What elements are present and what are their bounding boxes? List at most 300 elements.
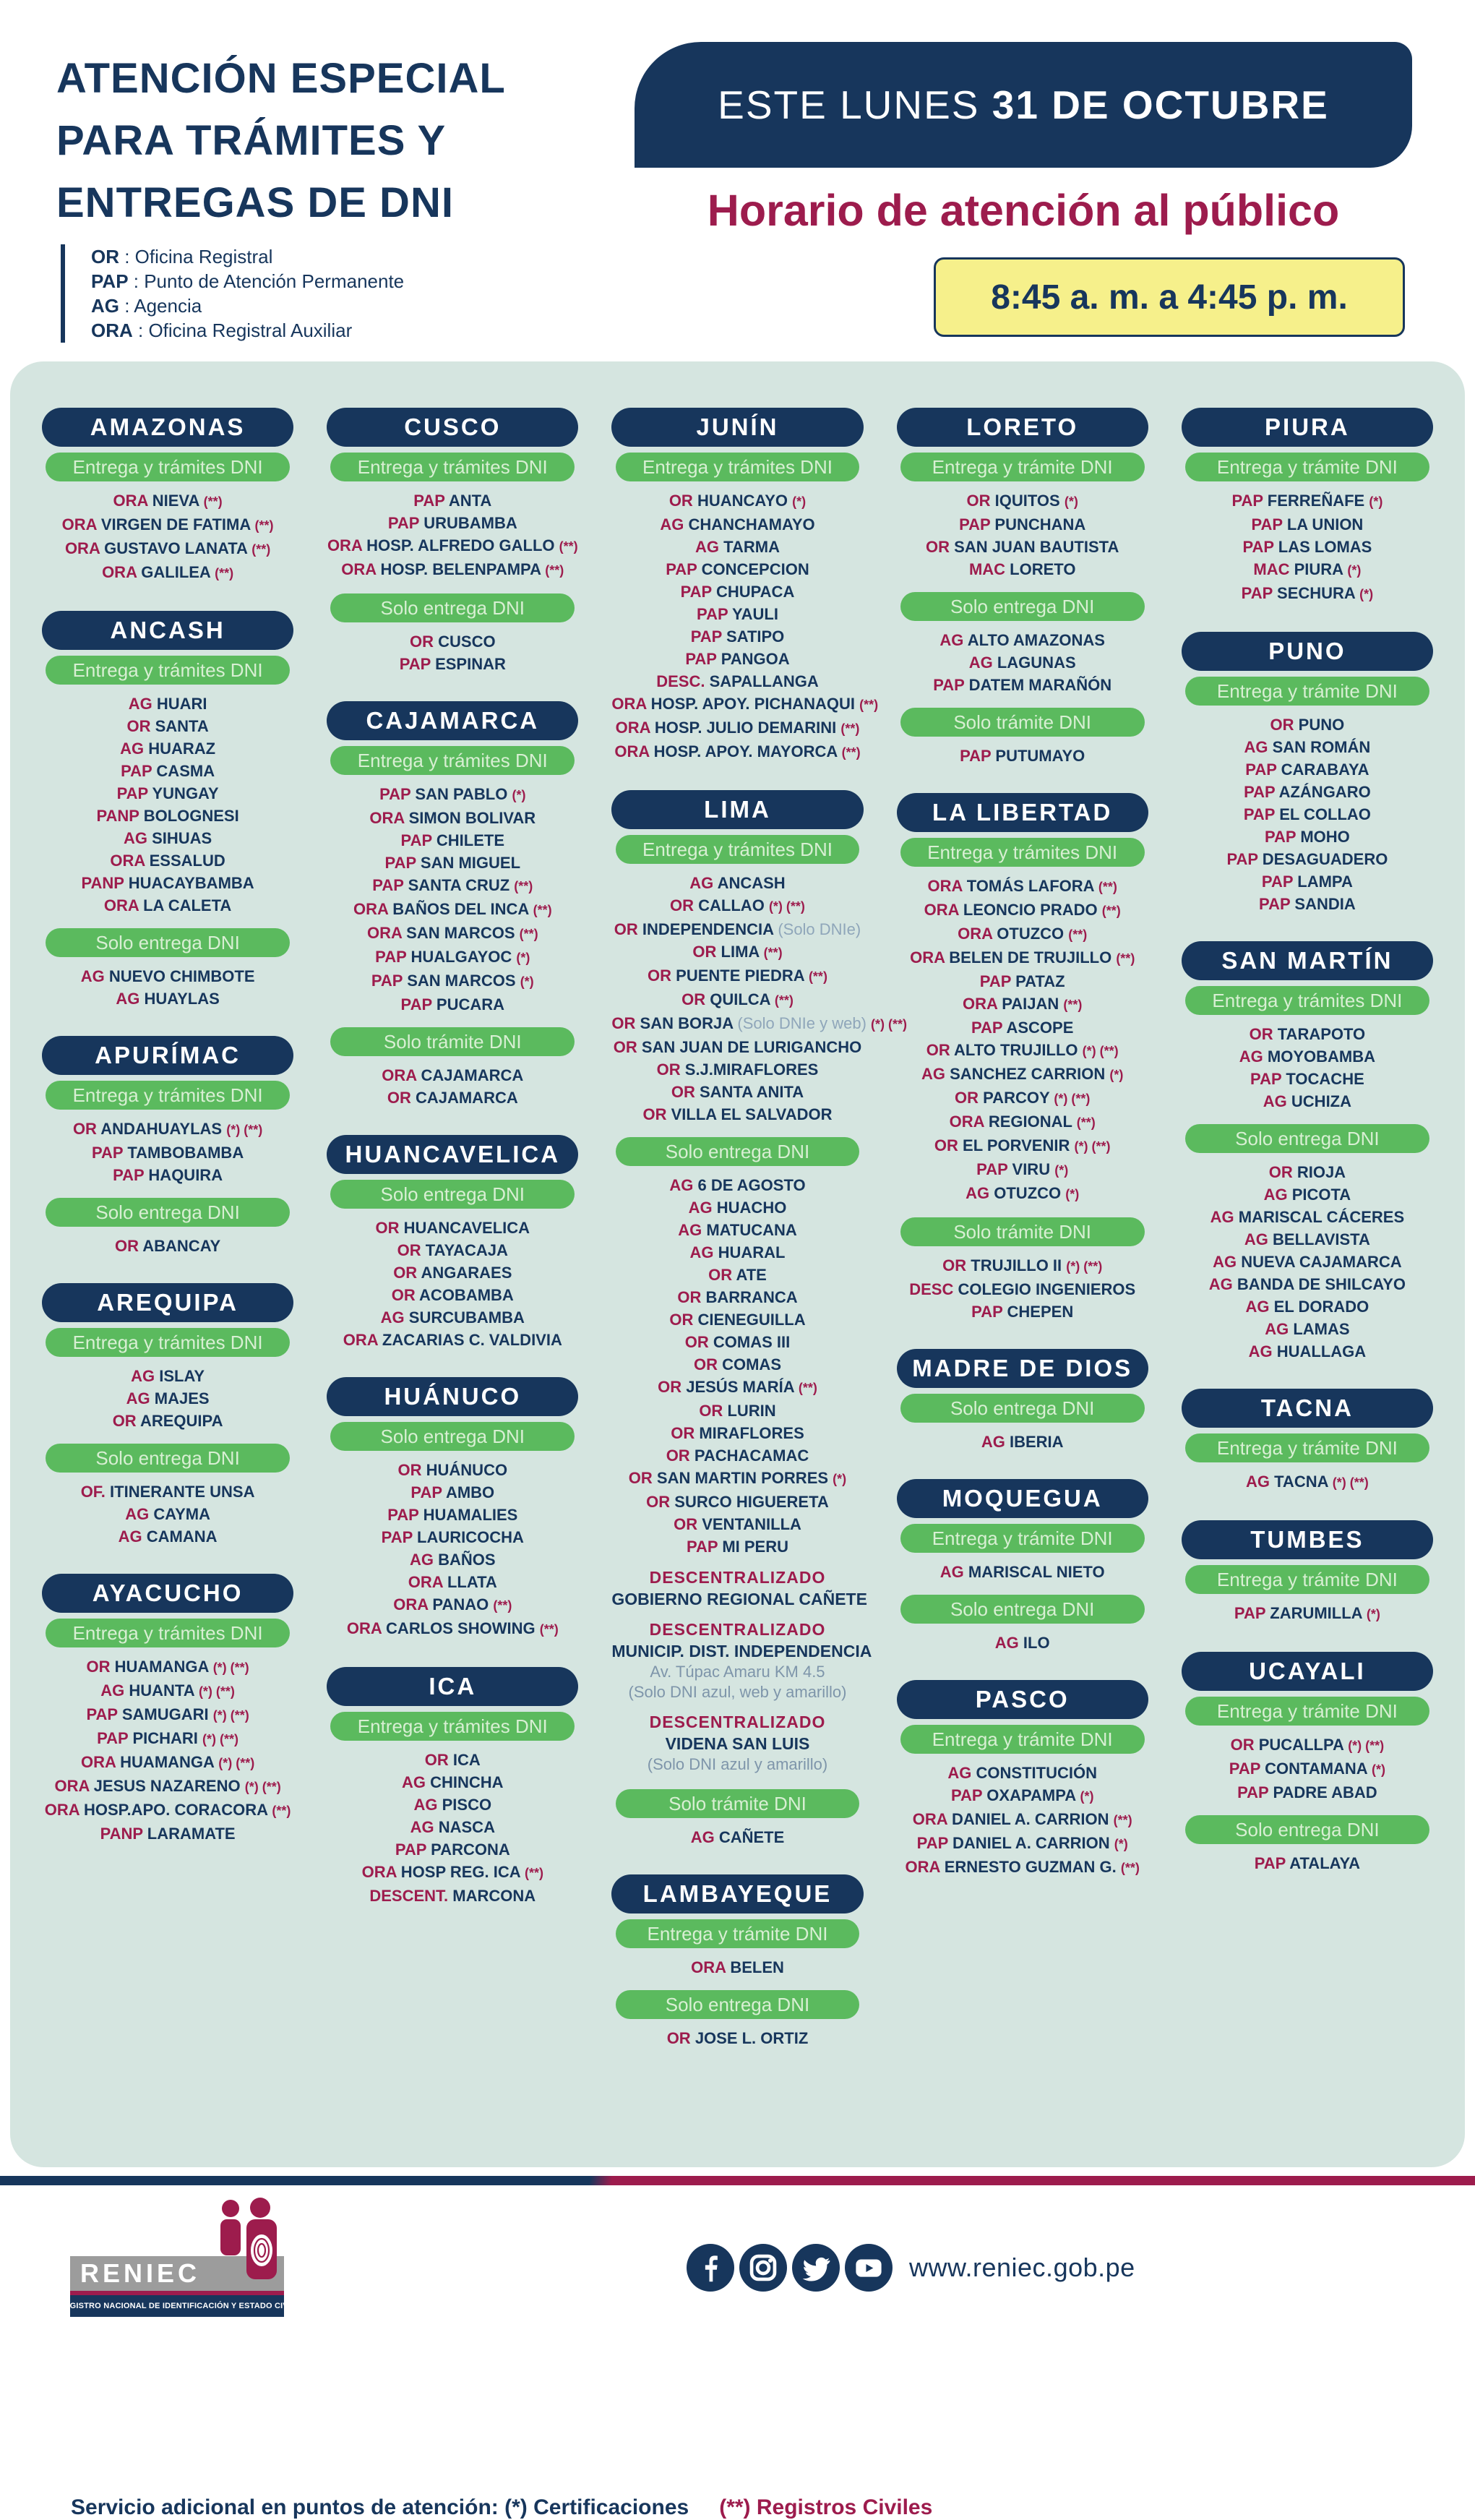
- office-prefix: ORA: [382, 1066, 417, 1084]
- office-name: CAMANA: [146, 1527, 218, 1546]
- office-prefix: AG: [120, 740, 145, 758]
- office-prefix: PAP: [1251, 515, 1283, 533]
- office-name: CHINCHA: [430, 1773, 504, 1791]
- office-marks: (*) (**): [1082, 1044, 1119, 1058]
- office-prefix: OR: [681, 990, 706, 1008]
- office-prefix: AG: [410, 1551, 434, 1569]
- office-prefix: ORA: [927, 877, 963, 895]
- facebook-icon[interactable]: [687, 2244, 734, 2292]
- office-name: FERREÑAFE: [1267, 492, 1365, 510]
- region-section-huanuco: [327, 1377, 578, 1647]
- office-prefix: OR: [613, 1038, 637, 1056]
- office-note: (Solo DNIe): [778, 920, 861, 938]
- office-prefix: OR: [611, 1014, 636, 1032]
- office-prefix: PAP: [950, 1786, 983, 1804]
- office-name: MATUCANA: [706, 1221, 797, 1239]
- office-item: [1182, 893, 1433, 915]
- office-item: [42, 715, 293, 737]
- office-prefix: PAP: [1245, 760, 1277, 779]
- service-badge: Entrega y trámite DNI: [900, 453, 1145, 481]
- office-list: [1182, 1598, 1433, 1632]
- office-item: [1182, 558, 1433, 582]
- office-marks: (**): [1068, 927, 1088, 942]
- office-name: LORETO: [1010, 560, 1076, 578]
- office-name: HUALGAYOC: [410, 948, 512, 966]
- office-name: COLEGIO INGENIEROS: [958, 1280, 1136, 1298]
- office-item: [897, 1087, 1148, 1110]
- office-name: SECHURA: [1277, 584, 1355, 602]
- office-marks: (**): [1076, 1115, 1096, 1130]
- office-item: [897, 1808, 1148, 1832]
- office-list: [897, 871, 1148, 1212]
- office-prefix: PAP: [680, 583, 712, 601]
- office-name: SAN JUAN BAUTISTA: [954, 538, 1119, 556]
- office-item: [42, 1655, 293, 1679]
- office-prefix: PAP: [1229, 1760, 1260, 1778]
- logo-figures-icon: [215, 2198, 287, 2279]
- office-item: [42, 1164, 293, 1186]
- twitter-icon[interactable]: [792, 2244, 840, 2292]
- office-list: [611, 1953, 863, 1984]
- website-url[interactable]: www.reniec.gob.pe: [909, 2253, 1135, 2282]
- office-item: [42, 513, 293, 537]
- office-item: [42, 1822, 293, 1845]
- region-header: CAJAMARCA: [327, 701, 578, 740]
- office-name: SAN JUAN DE LURIGANCHO: [641, 1038, 862, 1056]
- office-prefix: AG: [100, 1681, 125, 1700]
- office-prefix: AG: [678, 1221, 702, 1239]
- office-prefix: AG: [1265, 1320, 1289, 1338]
- office-marks: (*): [1369, 494, 1383, 509]
- office-prefix: PAP: [1234, 1604, 1266, 1622]
- office-item: [611, 1264, 863, 1286]
- office-item: [327, 489, 578, 512]
- office-prefix: AG: [1239, 1047, 1263, 1066]
- block-line: Av. Túpac Amaru KM 4.5: [650, 1663, 825, 1681]
- office-item: [897, 558, 1148, 580]
- office-prefix: PAP: [1259, 895, 1291, 913]
- region-header: MADRE DE DIOS: [897, 1349, 1148, 1388]
- office-marks: (*) (**): [212, 1660, 249, 1675]
- office-prefix: AG: [410, 1818, 434, 1836]
- region-header: PUNO: [1182, 632, 1433, 671]
- office-marks: (**): [1101, 904, 1121, 918]
- legend-desc: : Oficina Registral: [119, 246, 273, 267]
- office-item: [897, 1278, 1148, 1300]
- region-header: ICA: [327, 1667, 578, 1706]
- office-name: SURCO HIGUERETA: [674, 1493, 829, 1511]
- office-item: [611, 1331, 863, 1353]
- legend-abbr: ORA: [91, 320, 133, 341]
- office-marks: (**): [493, 1598, 512, 1613]
- office-item: [327, 1793, 578, 1816]
- office-item: [897, 1856, 1148, 1880]
- office-prefix: ORA: [54, 1777, 90, 1795]
- office-marks: (**): [519, 927, 538, 941]
- office-prefix: AG: [413, 1796, 438, 1814]
- region-section-tacna: [1182, 1389, 1433, 1500]
- office-name: NIEVA: [152, 492, 199, 510]
- office-marks: (**): [808, 969, 827, 984]
- footnote-certifications: Servicio adicional en puntos de atención: (*) Certificaciones: [71, 2495, 689, 2519]
- office-name: CHUPACA: [715, 583, 795, 601]
- office-prefix: AG: [966, 1184, 990, 1202]
- office-name: CHILETE: [436, 831, 505, 849]
- office-name: SAN MIGUEL: [420, 854, 521, 872]
- office-marks: (*): [792, 494, 807, 509]
- office-name: PARCOY: [983, 1089, 1050, 1107]
- office-prefix: OR: [666, 1447, 690, 1465]
- office-name: CARLOS SHOWING: [386, 1619, 536, 1637]
- office-item: [327, 1064, 578, 1087]
- office-name: HOSP. APOY. MAYORCA: [653, 742, 838, 760]
- office-name: COMAS: [722, 1355, 781, 1373]
- office-marks: (*): [520, 974, 534, 989]
- service-badge: Solo entrega DNI: [330, 593, 575, 622]
- office-item: [1182, 848, 1433, 870]
- service-badge: Solo trámite DNI: [900, 1217, 1145, 1246]
- office-prefix: PAP: [387, 1506, 419, 1524]
- office-prefix: AG: [1248, 1342, 1273, 1360]
- service-badge: Entrega y trámite DNI: [1185, 453, 1429, 481]
- block-line: DESCENTRALIZADO: [649, 1620, 826, 1639]
- office-name: BELEN DE TRUJILLO: [949, 948, 1112, 967]
- date-banner-bold: 31 DE OCTUBRE: [992, 82, 1329, 127]
- legend-row: [91, 269, 404, 293]
- office-prefix: OR: [674, 1515, 698, 1533]
- office-name: VIRGEN DE FATIMA: [100, 515, 251, 533]
- office-item: [1182, 1161, 1433, 1183]
- office-item: [611, 1467, 863, 1491]
- office-marks: (*): [1372, 1762, 1386, 1777]
- office-marks: (**): [203, 494, 223, 509]
- office-prefix: OR: [668, 492, 693, 510]
- office-name: TAMBOBAMBA: [127, 1144, 244, 1162]
- office-list: [1182, 486, 1433, 612]
- office-prefix: AG: [123, 829, 147, 847]
- region-section-cajamarca: [327, 701, 578, 1115]
- office-prefix: ORA: [113, 492, 148, 510]
- office-list: [1182, 1730, 1433, 1809]
- service-badge: Solo trámite DNI: [616, 1789, 860, 1818]
- office-item: [42, 537, 293, 561]
- office-prefix: OR: [397, 1461, 422, 1479]
- office-name: ANGARAES: [421, 1264, 512, 1282]
- office-item: [327, 1306, 578, 1329]
- office-name: BOLOGNESI: [143, 807, 239, 825]
- office-prefix: OR: [934, 1136, 958, 1154]
- office-marks: (*): [1359, 587, 1374, 601]
- office-prefix: AG: [116, 990, 140, 1008]
- service-badge: Entrega y trámites DNI: [46, 453, 290, 481]
- office-prefix: OR: [1270, 716, 1294, 734]
- office-name: PANAO: [432, 1595, 489, 1613]
- office-name: HOSP. JULIO DEMARINI: [654, 719, 837, 737]
- office-prefix: OR: [375, 1219, 400, 1237]
- office-prefix: AG: [994, 1634, 1019, 1652]
- office-marks: (*) (**): [1332, 1475, 1369, 1490]
- office-list: [327, 1060, 578, 1115]
- region-header: ANCASH: [42, 611, 293, 650]
- office-marks: (**): [545, 563, 564, 578]
- office-item: [327, 1284, 578, 1306]
- office-item: [611, 894, 863, 918]
- block-line: (Solo DNI azul y amarillo): [647, 1755, 828, 1773]
- office-name: CASMA: [156, 762, 215, 780]
- office-prefix: AG: [131, 1367, 155, 1385]
- office-prefix: AG: [695, 538, 720, 556]
- page-title-line: ENTREGAS DE DNI: [56, 179, 454, 226]
- office-prefix: AG: [981, 1433, 1005, 1451]
- region-header: HUÁNUCO: [327, 1377, 578, 1416]
- office-list: [42, 689, 293, 922]
- office-name: LA CALETA: [143, 896, 232, 914]
- region-header: APURÍMAC: [42, 1036, 293, 1075]
- office-marks: (*) (**): [226, 1123, 263, 1137]
- office-item: [42, 489, 293, 513]
- office-name: MI PERU: [722, 1538, 788, 1556]
- office-item: [42, 987, 293, 1010]
- office-prefix: OR: [684, 1333, 709, 1351]
- office-item: [611, 964, 863, 988]
- office-name: URUBAMBA: [423, 514, 517, 532]
- office-name: SAN MARTIN PORRES: [656, 1469, 829, 1487]
- office-item: [611, 872, 863, 894]
- office-item: [327, 1526, 578, 1548]
- office-prefix: PAP: [400, 831, 432, 849]
- service-badge: Entrega y trámites DNI: [330, 1712, 575, 1741]
- office-item: [1182, 870, 1433, 893]
- office-name: TARAPOTO: [1277, 1025, 1366, 1043]
- office-list: [897, 1251, 1148, 1329]
- legend-abbr: AG: [91, 295, 119, 317]
- office-item: [611, 1491, 863, 1513]
- office-item: [327, 874, 578, 898]
- office-list: [327, 1455, 578, 1647]
- office-prefix: PAP: [387, 514, 420, 532]
- office-prefix: PAP: [400, 995, 432, 1013]
- office-prefix: PAP: [413, 492, 445, 510]
- region-header: AYACUCHO: [42, 1574, 293, 1613]
- office-list: [611, 2023, 863, 2055]
- block-line: VIDENA SAN LUIS: [665, 1734, 810, 1753]
- office-item: [611, 648, 863, 670]
- office-prefix: ORA: [369, 809, 405, 827]
- region-section-puno: [1182, 632, 1433, 921]
- region-section-loreto: [897, 408, 1148, 773]
- service-badge: Entrega y trámites DNI: [46, 1328, 290, 1357]
- page-title-line: ATENCIÓN ESPECIAL: [56, 55, 506, 102]
- office-item: [327, 807, 578, 829]
- office-item: [897, 1784, 1148, 1808]
- office-name: HUARI: [156, 695, 207, 713]
- office-prefix: PAP: [685, 650, 717, 668]
- office-prefix: AG: [1210, 1208, 1234, 1226]
- office-item: [42, 1703, 293, 1727]
- office-prefix: ORA: [44, 1801, 79, 1819]
- office-item: [42, 1141, 293, 1164]
- office-prefix: ORA: [341, 560, 377, 578]
- office-name: CONCEPCION: [701, 560, 809, 578]
- office-name: HUALLAGA: [1276, 1342, 1367, 1360]
- office-item: [327, 534, 578, 558]
- column-3: [611, 408, 908, 2055]
- office-name: BANDA DE SHILCAYO: [1237, 1275, 1406, 1293]
- service-badge: Entrega y trámite DNI: [1185, 1433, 1429, 1462]
- office-list: [611, 1822, 863, 1854]
- office-item: [1182, 826, 1433, 848]
- office-prefix: ORA: [110, 852, 145, 870]
- office-name: ALTO AMAZONAS: [967, 631, 1105, 649]
- office-item: [327, 512, 578, 534]
- office-list: [897, 741, 1148, 773]
- office-item: [611, 1174, 863, 1196]
- office-marks: (**): [763, 946, 783, 960]
- office-marks: (*) (**): [768, 899, 805, 914]
- service-badge: Solo entrega DNI: [900, 1595, 1145, 1624]
- office-name: TACNA: [1274, 1473, 1328, 1491]
- office-prefix: AG: [128, 695, 152, 713]
- office-name: SANTA: [155, 717, 209, 735]
- region-section-lambayeque: [611, 1874, 863, 2055]
- logo-wordmark: RENIEC: [70, 2256, 284, 2291]
- office-marks: (*): [833, 1472, 847, 1486]
- block-line: MUNICIP. DIST. INDEPENDENCIA: [611, 1642, 872, 1660]
- office-marks: (*) (**): [1074, 1139, 1111, 1154]
- office-prefix: AG: [380, 1308, 405, 1327]
- office-item: [611, 536, 863, 558]
- office-name: DANIEL A. CARRION: [951, 1810, 1109, 1828]
- office-prefix: ORA: [958, 925, 993, 943]
- service-badge: Solo entrega DNI: [1185, 1124, 1429, 1153]
- office-prefix: OR: [393, 1264, 418, 1282]
- legend-abbr: OR: [91, 246, 119, 267]
- office-item: [1182, 1251, 1433, 1273]
- office-name: SANTA CRUZ: [408, 876, 510, 894]
- office-item: [897, 1832, 1148, 1856]
- office-prefix: AG: [1263, 1186, 1288, 1204]
- office-prefix: PAP: [371, 972, 403, 990]
- divider-bar: [0, 2176, 1475, 2185]
- office-item: [42, 782, 293, 805]
- office-item: [1182, 1023, 1433, 1045]
- office-prefix: PAP: [979, 972, 1012, 990]
- office-name: DANIEL A. CARRION: [952, 1834, 1110, 1852]
- office-name: JOSE L. ORTIZ: [695, 2029, 809, 2047]
- office-item: [1182, 1757, 1433, 1781]
- office-name: DATEM MARAÑÓN: [968, 676, 1112, 694]
- office-item: [327, 1571, 578, 1593]
- office-item: [1182, 489, 1433, 513]
- legend-desc: : Oficina Registral Auxiliar: [132, 320, 353, 341]
- office-item: [1182, 1045, 1433, 1068]
- office-item: [1182, 1206, 1433, 1228]
- office-item: [1182, 1295, 1433, 1318]
- office-name: NUEVA CAJAMARCA: [1241, 1253, 1402, 1271]
- office-name: SATIPO: [726, 627, 785, 646]
- office-name: TAYACAJA: [425, 1241, 508, 1259]
- office-prefix: AG: [669, 1176, 694, 1194]
- instagram-icon[interactable]: [739, 2244, 787, 2292]
- office-prefix: AG: [1246, 1473, 1270, 1491]
- office-name: PADRE ABAD: [1273, 1783, 1377, 1801]
- office-list: [327, 627, 578, 681]
- region-section-madre-de-dios: [897, 1349, 1148, 1459]
- office-item: [611, 1376, 863, 1400]
- date-banner: [635, 42, 1412, 168]
- service-badge: Entrega y trámite DNI: [616, 1919, 860, 1948]
- office-prefix: PAP: [395, 1840, 427, 1859]
- office-prefix: PAP: [971, 1303, 1003, 1321]
- office-item: [42, 1235, 293, 1257]
- office-prefix: PAP: [697, 605, 728, 623]
- office-item: [1182, 1852, 1433, 1874]
- office-item: [42, 737, 293, 760]
- office-name: SIHUAS: [152, 829, 212, 847]
- office-prefix: PAP: [690, 627, 722, 646]
- office-name: ALTO TRUJILLO: [954, 1041, 1078, 1059]
- office-name: VENTANILLA: [702, 1515, 801, 1533]
- office-name: BELLAVISTA: [1273, 1230, 1370, 1248]
- office-name: EL DORADO: [1273, 1298, 1369, 1316]
- office-name: PACHACAMAC: [694, 1447, 809, 1465]
- office-prefix: AG: [1244, 738, 1268, 756]
- office-name: HUÁNUCO: [426, 1461, 508, 1479]
- office-item: [1182, 1733, 1433, 1757]
- service-badge: Entrega y trámites DNI: [1185, 986, 1429, 1015]
- block-line: GOBIERNO REGIONAL CAÑETE: [611, 1590, 867, 1608]
- office-name: NUEVO CHIMBOTE: [108, 967, 255, 985]
- logo-subtitle: REGISTRO NACIONAL DE IDENTIFICACIÓN Y ESTADO CIVIL: [70, 2295, 284, 2317]
- office-prefix: OR: [424, 1751, 449, 1769]
- office-item: [327, 1838, 578, 1861]
- office-name: QUILCA: [710, 990, 770, 1008]
- office-list: [897, 1628, 1148, 1660]
- region-section-amazonas: [42, 408, 293, 591]
- block-line: DESCENTRALIZADO: [649, 1713, 826, 1731]
- office-prefix: PAP: [1237, 1783, 1269, 1801]
- office-prefix: PAP: [1244, 783, 1276, 801]
- service-badge: Entrega y trámite DNI: [900, 1524, 1145, 1553]
- office-prefix: PAP: [1250, 1070, 1282, 1088]
- youtube-icon[interactable]: [845, 2244, 893, 2292]
- office-name: TRUJILLO II: [971, 1256, 1062, 1274]
- region-section-ancash: [42, 611, 293, 1016]
- office-item: [611, 1422, 863, 1444]
- office-list: [327, 486, 578, 588]
- office-name: CUSCO: [438, 633, 496, 651]
- office-item: [42, 1525, 293, 1548]
- office-name: ACOBAMBA: [419, 1286, 514, 1304]
- office-item: [897, 1110, 1148, 1134]
- footnote-civil-registry: (**) Registros Civiles: [719, 2495, 933, 2519]
- office-prefix: ORA: [691, 1958, 726, 1976]
- office-name: IBERIA: [1009, 1433, 1064, 1451]
- office-marks: (*): [1366, 1607, 1380, 1621]
- office-prefix: ORA: [905, 1858, 940, 1876]
- office-prefix: AG: [921, 1065, 945, 1083]
- column-4: [897, 408, 1148, 1885]
- office-prefix: PAP: [91, 1144, 124, 1162]
- region-header: CUSCO: [327, 408, 578, 447]
- region-header: LA LIBERTAD: [897, 793, 1148, 832]
- office-name: SAN MARCOS: [406, 924, 515, 942]
- region-section-pasco: [897, 1680, 1148, 1885]
- region-section-cusco: [327, 408, 578, 681]
- office-item: [897, 946, 1148, 970]
- office-name: LLATA: [447, 1573, 497, 1591]
- office-name: AREQUIPA: [139, 1412, 223, 1430]
